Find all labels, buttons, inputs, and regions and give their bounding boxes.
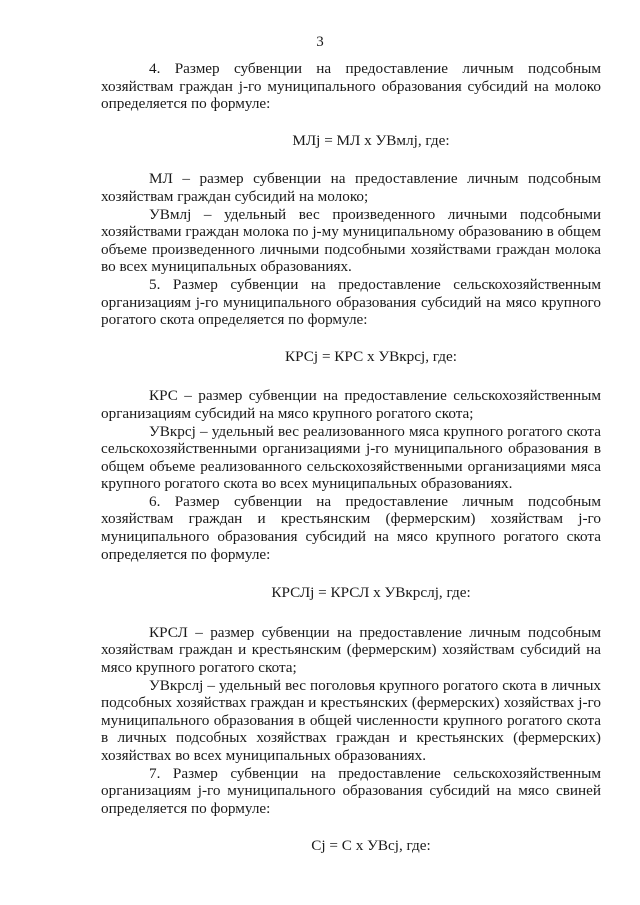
document-body xyxy=(101,60,601,855)
paragraph-7-intro: 7. Размер субвенции на предоставление сельскохозяйственным организациям j-го муниципального образования субсидий на мясо свиней определяется по формуле: xyxy=(101,764,601,817)
definition-uvkrslj: УВкрслj – удельный вес поголовья крупного рогатого скота в личных подсобных хозяйствах граждан и крестьянских (фермерских) хозяйствах j-го муниципального образования в общей численности крупного рогатого скота в личных подсобных хозяйствах граждан и крестьянских (фермерских) хозяйствах во всех муниципальных образованиях. xyxy=(101,676,601,764)
page-number: 3 xyxy=(316,34,324,50)
definition-uvmlj: УВмлj – удельный вес произведенного личными подсобными хозяйствами граждан молока по j-му муниципальному образованию в общем объеме произведенного личными подсобными хозяйствами граждан молока во всех муниципальных образованиях. xyxy=(101,205,601,276)
formula-cattle-households: КРСЛj = КРСЛ х УВкрслj, где: xyxy=(271,584,471,602)
definition-uvkrsj: УВкрсj – удельный вес реализованного мяса крупного рогатого скота сельскохозяйственными организациями j-го муниципального образования в общем объеме реализованного сельскохозяйственными организациями мяса крупного рогатого скота во всех муниципальных образованиях. xyxy=(101,422,601,493)
paragraph-5-intro: 5. Размер субвенции на предоставление сельскохозяйственным организациям j-го муниципального образования субсидий на мясо крупного рогатого скота определяется по формуле: xyxy=(101,275,601,329)
definition-krsl: КРСЛ – размер субвенции на предоставление личным подсобным хозяйствам граждан и крестьянским (фермерским) хозяйствам субсидий на мясо крупного рогатого скота; xyxy=(101,623,601,677)
formula-pork: Сj = С х УВсj, где: xyxy=(311,837,431,855)
definition-ml: МЛ – размер субвенции на предоставление личным подсобным хозяйствам граждан субсидий на молоко; xyxy=(101,170,601,205)
paragraph-4-intro: 4. Размер субвенции на предоставление личным подсобным хозяйствам граждан j-го муниципального образования субсидий на молоко определяется по формуле: xyxy=(101,60,601,113)
paragraph-6-intro: 6. Размер субвенции на предоставление личным подсобным хозяйствам граждан и крестьянским (фермерским) хозяйствам j-го муниципального образования субсидий на мясо крупного рогатого скота определяется по формуле: xyxy=(101,492,601,563)
formula-cattle-orgs: КРСj = КРС х УВкрсj, где: xyxy=(285,347,457,365)
definition-krs: КРС – размер субвенции на предоставление сельскохозяйственным организациям субсидий на мясо крупного рогатого скота; xyxy=(101,387,601,422)
formula-milk: МЛj = МЛ х УВмлj, где: xyxy=(292,131,450,149)
